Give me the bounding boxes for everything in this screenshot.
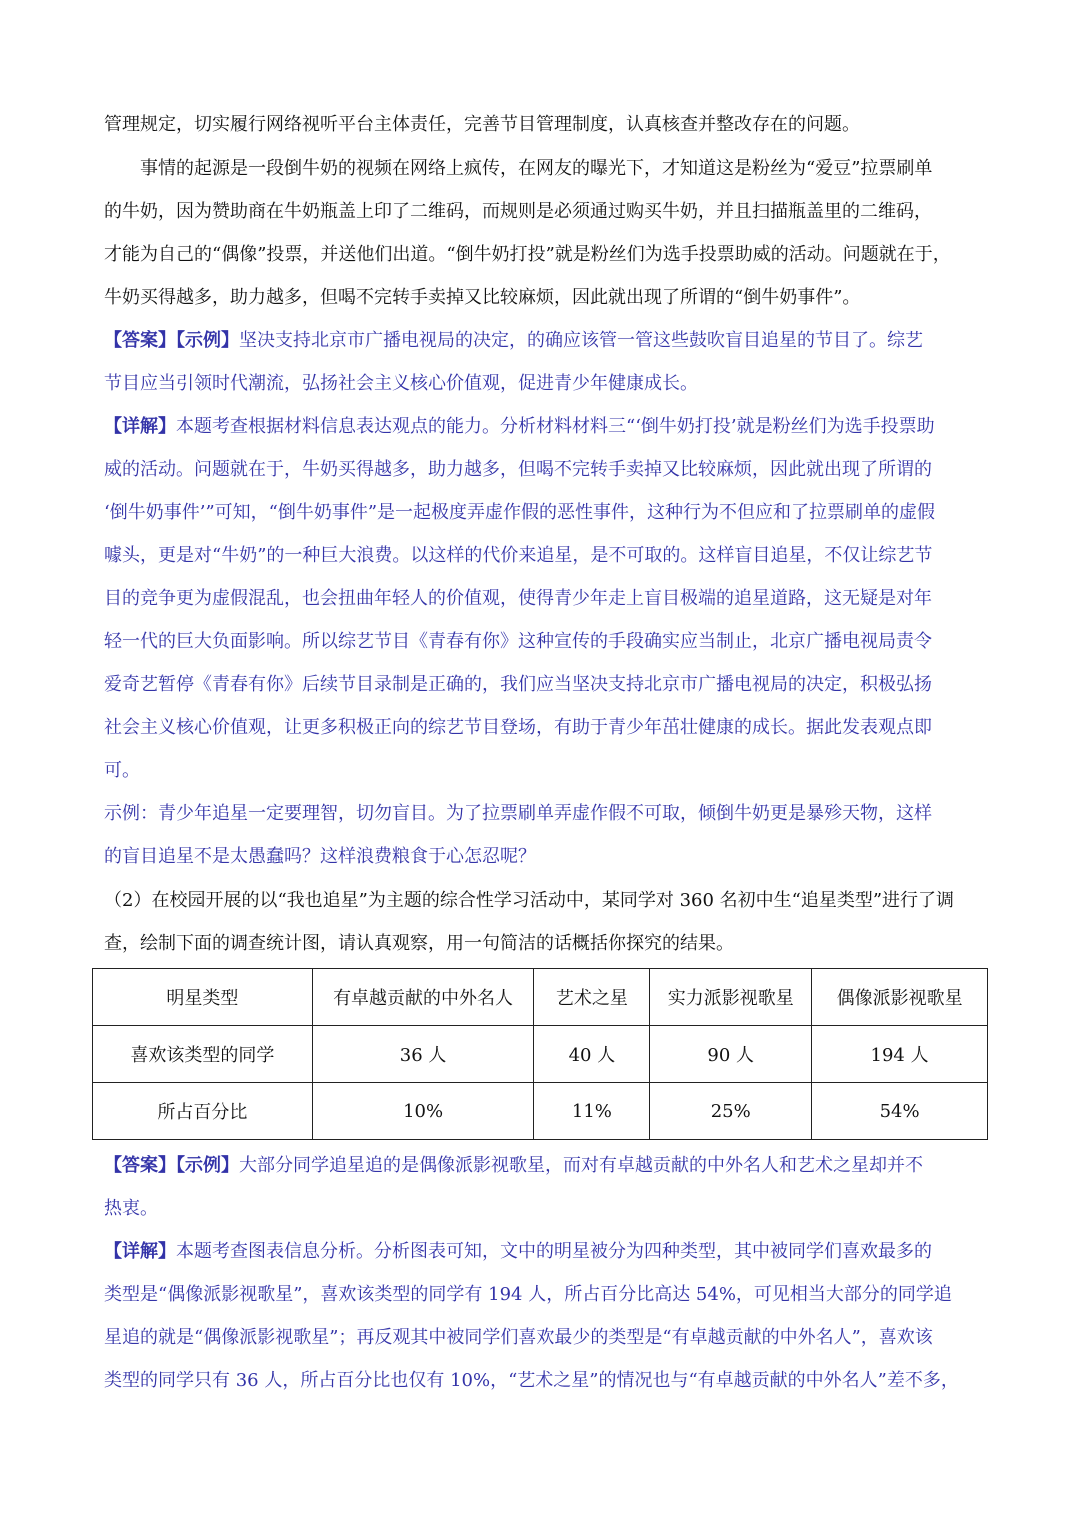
table-cell: 11% [534, 1083, 650, 1140]
detail-line: 的盲目追星不是太愚蠢吗？这样浪费粮食于心怎忍呢？ [104, 846, 536, 867]
answer-tag: 【答案】【示例】 [104, 330, 239, 351]
detail-line: 目的竞争更为虚假混乱，也会扭曲年轻人的价值观，使得青少年走上盲目极端的追星道路，这无疑是对年 [104, 588, 932, 609]
answer-text: 坚决支持北京市广播电视局的决定，的确应该管一管这些鼓吹盲目追星的节目了。综艺 [239, 330, 923, 351]
detail-line: 爱奇艺暂停《青春有你》后续节目录制是正确的，我们应当坚决支持北京市广播电视局的决定，积极弘扬 [104, 674, 932, 695]
paragraph-line: 管理规定，切实履行网络视听平台主体责任，完善节目管理制度，认真核查并整改存在的问题。 [104, 114, 860, 135]
table-cell: 40 人 [534, 1026, 650, 1083]
detail-tag: 【详解】 [104, 1241, 176, 1262]
paragraph-line: 的牛奶，因为赞助商在牛奶瓶盖上印了二维码，而规则是必须通过购买牛奶，并且扫描瓶盖里的二维码， [104, 201, 932, 222]
table-header-cell: 艺术之星 [534, 969, 650, 1026]
detail-tag: 【详解】 [104, 416, 176, 437]
paragraph-line: 才能为自己的“偶像”投票，并送他们出道。“倒牛奶打投”就是粉丝们为选手投票助威的活动。问题就在于， [104, 244, 951, 265]
detail-line: 类型是“偶像派影视歌星”，喜欢该类型的同学有 194 人，所占百分比高达 54%，可见相当大部分的同学追 [104, 1284, 952, 1305]
detail-line [104, 1239, 984, 1265]
answer-text: 大部分同学追星追的是偶像派影视歌星，而对有卓越贡献的中外名人和艺术之星却并不 [239, 1155, 923, 1176]
question-line: 查，绘制下面的调查统计图，请认真观察，用一句简洁的话概括你探究的结果。 [104, 933, 734, 954]
table-header-cell: 明星类型 [93, 969, 313, 1026]
table-cell: 10% [312, 1083, 534, 1140]
detail-line [104, 414, 984, 440]
table-cell: 194 人 [812, 1026, 988, 1083]
table-header-cell: 偶像派影视歌星 [812, 969, 988, 1026]
answer-tag: 【答案】【示例】 [104, 1155, 239, 1176]
detail-line: 星追的就是“偶像派影视歌星”；再反观其中被同学们喜欢最少的类型是“有卓越贡献的中外名人”，喜欢该 [104, 1327, 933, 1348]
answer-line [104, 328, 984, 354]
table-header-row [93, 969, 988, 1026]
table-cell: 所占百分比 [93, 1083, 313, 1140]
detail-line: 噱头，更是对“牛奶”的一种巨大浪费。以这样的代价来追星，是不可取的。这样盲目追星，不仅让综艺节 [104, 545, 933, 566]
answer-line [104, 1153, 984, 1179]
table-cell: 喜欢该类型的同学 [93, 1026, 313, 1083]
question-line: （2）在校园开展的以“我也追星”为主题的综合性学习活动中，某同学对 360 名初中生“追星类型”进行了调 [104, 890, 955, 911]
table-header-cell: 有卓越贡献的中外名人 [312, 969, 534, 1026]
answer-line: 节目应当引领时代潮流，弘扬社会主义核心价值观，促进青少年健康成长。 [104, 373, 698, 394]
table-cell: 90 人 [650, 1026, 812, 1083]
detail-line: 可。 [104, 760, 140, 781]
detail-line: ‘倒牛奶事件’”可知，“倒牛奶事件”是一起极度弄虚作假的恶性事件，这种行为不但应和了拉票刷单的虚假 [104, 502, 936, 523]
paragraph-line: 事情的起源是一段倒牛奶的视频在网络上疯传，在网友的曝光下，才知道这是粉丝为“爱豆”拉票刷单 [104, 158, 933, 179]
table-row [93, 1083, 988, 1140]
paragraph-line: 牛奶买得越多，助力越多，但喝不完转手卖掉又比较麻烦，因此就出现了所谓的“倒牛奶事件”。 [104, 287, 861, 308]
detail-line: 轻一代的巨大负面影响。所以综艺节目《青春有你》这种宣传的手段确实应当制止，北京广播电视局责令 [104, 631, 932, 652]
table-cell: 54% [812, 1083, 988, 1140]
table-row [93, 1026, 988, 1083]
table-cell: 36 人 [312, 1026, 534, 1083]
survey-table [92, 968, 988, 1140]
detail-line: 类型的同学只有 36 人，所占百分比也仅有 10%，“艺术之星”的情况也与“有卓越贡献的中外名人”差不多， [104, 1370, 959, 1391]
table-cell: 25% [650, 1083, 812, 1140]
detail-text: 本题考查根据材料信息表达观点的能力。分析材料材料三“‘倒牛奶打投’就是粉丝们为选手投票助 [176, 416, 935, 437]
detail-line: 威的活动。问题就在于，牛奶买得越多，助力越多，但喝不完转手卖掉又比较麻烦，因此就出现了所谓的 [104, 459, 932, 480]
detail-line: 社会主义核心价值观，让更多积极正向的综艺节目登场，有助于青少年茁壮健康的成长。据此发表观点即 [104, 717, 932, 738]
answer-line: 热衷。 [104, 1198, 158, 1219]
detail-line: 示例：青少年追星一定要理智，切勿盲目。为了拉票刷单弄虚作假不可取，倾倒牛奶更是暴殄天物，这样 [104, 803, 932, 824]
table-header-cell: 实力派影视歌星 [650, 969, 812, 1026]
detail-text: 本题考查图表信息分析。分析图表可知，文中的明星被分为四种类型，其中被同学们喜欢最多的 [176, 1241, 932, 1262]
